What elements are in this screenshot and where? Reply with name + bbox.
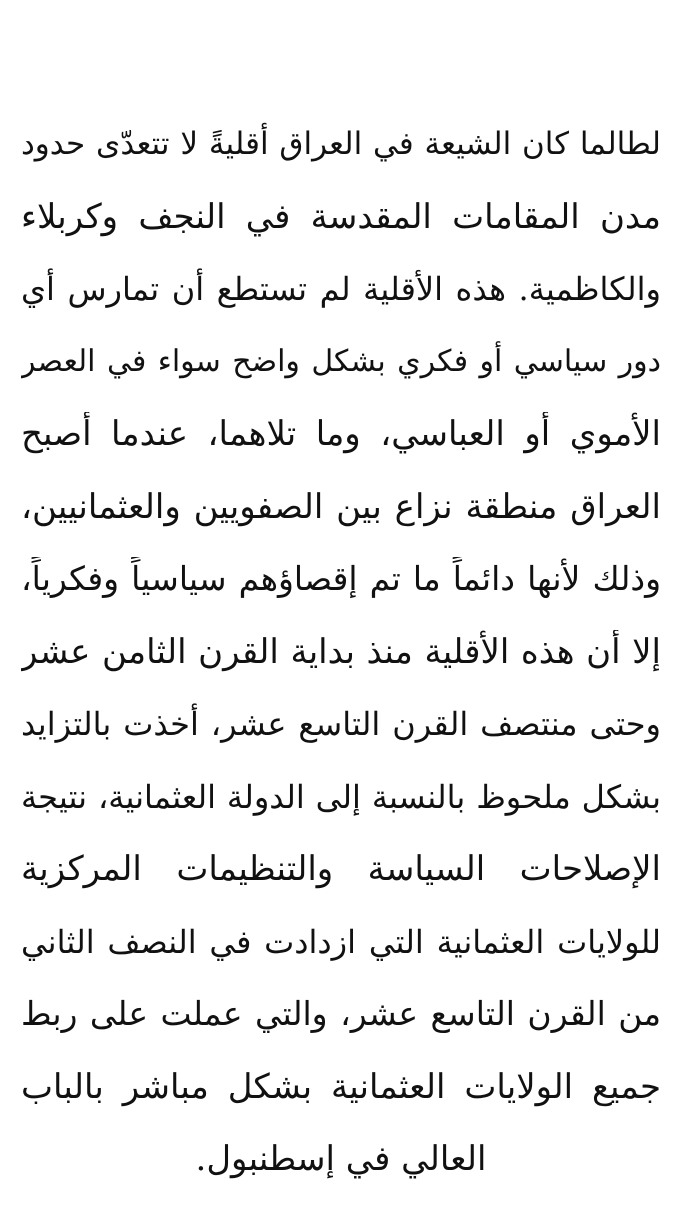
paragraph-line-1: لطالما كان الشيعة في العراق أقليةً لا تتعدّى حدود [21, 126, 661, 162]
paragraph-line-7: وذلك لأنها دائماً ما تم إقصاؤهم سياسياً وفكرياً، [21, 559, 661, 598]
paragraph-line-11: الإصلاحات السياسة والتنظيمات المركزية [21, 849, 661, 889]
paragraph-line-2: مدن المقامات المقدسة في النجف وكربلاء [21, 196, 661, 237]
paragraph-line-14: جميع الولايات العثمانية بشكل مباشر بالباب [21, 1066, 661, 1107]
paragraph-line-4: دور سياسي أو فكري بشكل واضح سواء في العصر [21, 343, 661, 379]
paragraph-line-8: إلا أن هذه الأقلية منذ بداية القرن الثامن عشر [21, 631, 661, 672]
paragraph-line-10: بشكل ملحوظ بالنسبة إلى الدولة العثمانية، نتيجة [21, 777, 661, 816]
paragraph-line-9: وحتى منتصف القرن التاسع عشر، أخذت بالتزايد [21, 705, 661, 743]
paragraph-line-15: العالي في إسطنبول. [195, 1139, 487, 1179]
arabic-paragraph [21, 122, 661, 1210]
paragraph-line-3: والكاظمية. هذه الأقلية لم تستطع أن تمارس أي [21, 270, 661, 308]
paragraph-line-5: الأموي أو العباسي، وما تلاهما، عندما أصبح [21, 414, 661, 454]
paragraph-line-6: العراق منطقة نزاع بين الصفويين والعثمانيين، [21, 486, 661, 527]
paragraph-line-12: للولايات العثمانية التي ازدادت في النصف الثاني [21, 922, 661, 961]
paragraph-line-13: من القرن التاسع عشر، والتي عملت على ربط [21, 994, 661, 1033]
